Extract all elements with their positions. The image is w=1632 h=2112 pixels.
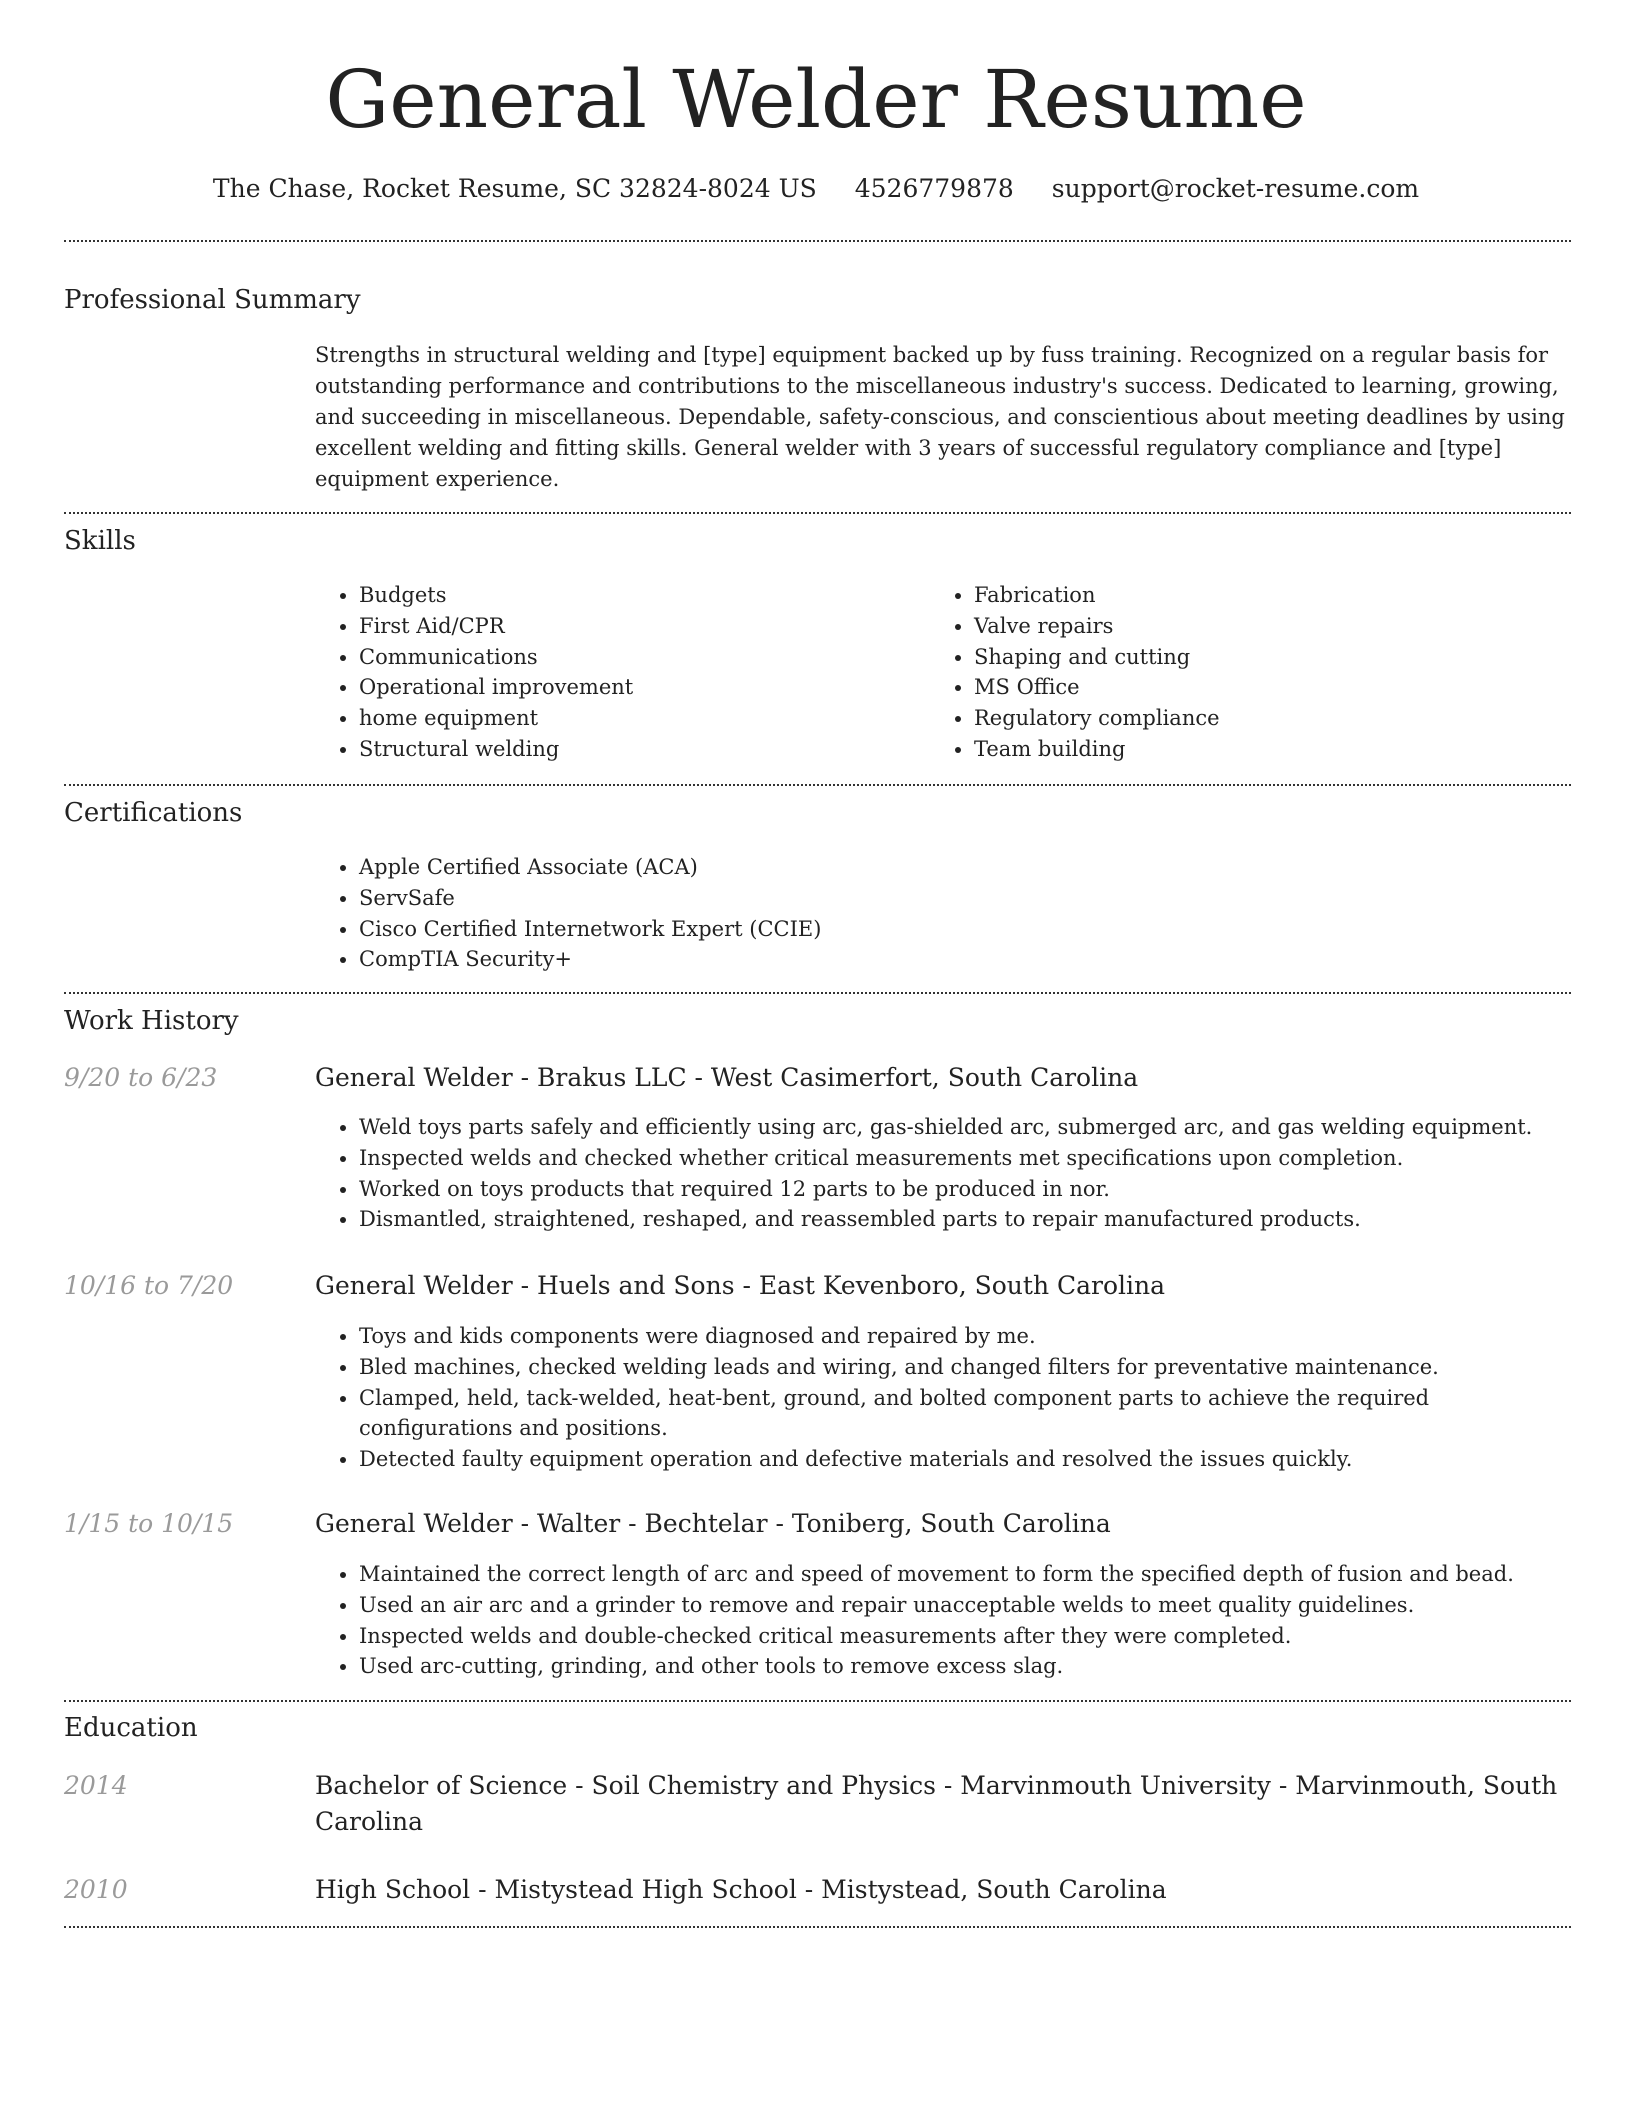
certification-item: • Cisco Certified Internetwork Expert (CCIE) bbox=[359, 914, 1559, 945]
skill-item: • Fabrication bbox=[974, 580, 1574, 611]
job-dates: 10/16 to 7/20 bbox=[64, 1271, 234, 1300]
section-heading-summary: Professional Summary bbox=[64, 285, 361, 315]
certification-item: • CompTIA Security+ bbox=[359, 944, 1559, 975]
divider bbox=[64, 240, 1571, 242]
education-degree: High School - Mistystead High School - Mistystead, South Carolina bbox=[315, 1875, 1167, 1904]
skills-list-left bbox=[315, 580, 919, 765]
job-dates: 9/20 to 6/23 bbox=[64, 1063, 218, 1092]
resume-title: General Welder Resume bbox=[325, 53, 1307, 146]
skill-item: • home equipment bbox=[359, 703, 919, 734]
skill-item: • Budgets bbox=[359, 580, 919, 611]
job-bullet: • Bled machines, checked welding leads and wiring, and changed filters for preventative maintenance. bbox=[359, 1352, 1571, 1383]
divider bbox=[64, 1700, 1571, 1702]
skills-list-right bbox=[930, 580, 1574, 765]
certification-item: • Apple Certified Associate (ACA) bbox=[359, 852, 1559, 883]
job-bullet: • Inspected welds and checked whether critical measurements met specifications upon completion. bbox=[359, 1143, 1571, 1174]
skill-item: • Team building bbox=[974, 734, 1574, 765]
job-title: General Welder - Walter - Bechtelar - Toniberg, South Carolina bbox=[315, 1509, 1111, 1538]
skill-item: • Valve repairs bbox=[974, 611, 1574, 642]
summary-text: Strengths in structural welding and [type] equipment backed up by fuss training. Recognized on a regular basis for outstanding performance and contributions to the miscellaneous industry's success. Dedicated to learning, growing, and succeeding in miscellaneous. Dependable, safety-conscious, and conscientious about meeting deadlines by using excellent welding and fitting skills. General welder with 3 years of successful regulatory compliance and [type] equipment experience. bbox=[315, 343, 1565, 491]
job-title: General Welder - Huels and Sons - East Kevenboro, South Carolina bbox=[315, 1271, 1166, 1300]
certification-item: • ServSafe bbox=[359, 883, 1559, 914]
job-bullets bbox=[315, 1559, 1571, 1682]
skill-item: • Shaping and cutting bbox=[974, 642, 1574, 673]
job-bullet: • Dismantled, straightened, reshaped, and reassembled parts to repair manufactured products. bbox=[359, 1204, 1571, 1235]
skill-item: • Communications bbox=[359, 642, 919, 673]
job-bullet: • Detected faulty equipment operation and defective materials and resolved the issues quickly. bbox=[359, 1444, 1571, 1475]
contact-address: The Chase, Rocket Resume, SC 32824-8024 US bbox=[212, 174, 817, 203]
job-dates: 1/15 to 10/15 bbox=[64, 1509, 234, 1538]
divider bbox=[64, 784, 1571, 786]
contact-line bbox=[0, 170, 1632, 208]
job-bullet: • Inspected welds and double-checked critical measurements after they were completed. bbox=[359, 1621, 1571, 1652]
skill-item: • MS Office bbox=[974, 672, 1574, 703]
divider bbox=[64, 512, 1571, 514]
job-bullet: • Weld toys parts safely and efficiently using arc, gas-shielded arc, submerged arc, and gas welding equipment. bbox=[359, 1112, 1571, 1143]
job-bullet: • Clamped, held, tack-welded, heat-bent, ground, and bolted component parts to achieve the required configurations and positions. bbox=[359, 1383, 1571, 1445]
skill-item: • Operational improvement bbox=[359, 672, 919, 703]
divider bbox=[64, 992, 1571, 994]
contact-email: support@rocket-resume.com bbox=[1051, 174, 1420, 203]
skill-item: • First Aid/CPR bbox=[359, 611, 919, 642]
certifications-list bbox=[315, 852, 1559, 975]
education-year: 2014 bbox=[64, 1771, 128, 1800]
contact-phone: 4526779878 bbox=[854, 174, 1014, 203]
job-bullets bbox=[315, 1321, 1571, 1475]
job-bullet: • Worked on toys products that required 12 parts to be produced in nor. bbox=[359, 1174, 1571, 1205]
section-heading-work-history: Work History bbox=[64, 1006, 239, 1036]
skill-item: • Regulatory compliance bbox=[974, 703, 1574, 734]
job-title: General Welder - Brakus LLC - West Casimerfort, South Carolina bbox=[315, 1063, 1139, 1092]
job-bullets bbox=[315, 1112, 1571, 1235]
job-bullet: • Used arc-cutting, grinding, and other tools to remove excess slag. bbox=[359, 1651, 1571, 1682]
job-bullet: • Maintained the correct length of arc and speed of movement to form the specified depth of fusion and bead. bbox=[359, 1559, 1571, 1590]
job-bullet: • Toys and kids components were diagnosed and repaired by me. bbox=[359, 1321, 1571, 1352]
section-heading-skills: Skills bbox=[64, 526, 136, 556]
section-heading-certifications: Certifications bbox=[64, 798, 243, 828]
education-degree: Bachelor of Science - Soil Chemistry and Physics - Marvinmouth University - Marvinmouth, South Carolina bbox=[315, 1771, 1558, 1836]
job-bullet: • Used an air arc and a grinder to remove and repair unacceptable welds to meet quality guidelines. bbox=[359, 1590, 1571, 1621]
skill-item: • Structural welding bbox=[359, 734, 919, 765]
divider bbox=[64, 1926, 1571, 1928]
education-year: 2010 bbox=[64, 1875, 128, 1904]
section-heading-education: Education bbox=[64, 1713, 198, 1743]
